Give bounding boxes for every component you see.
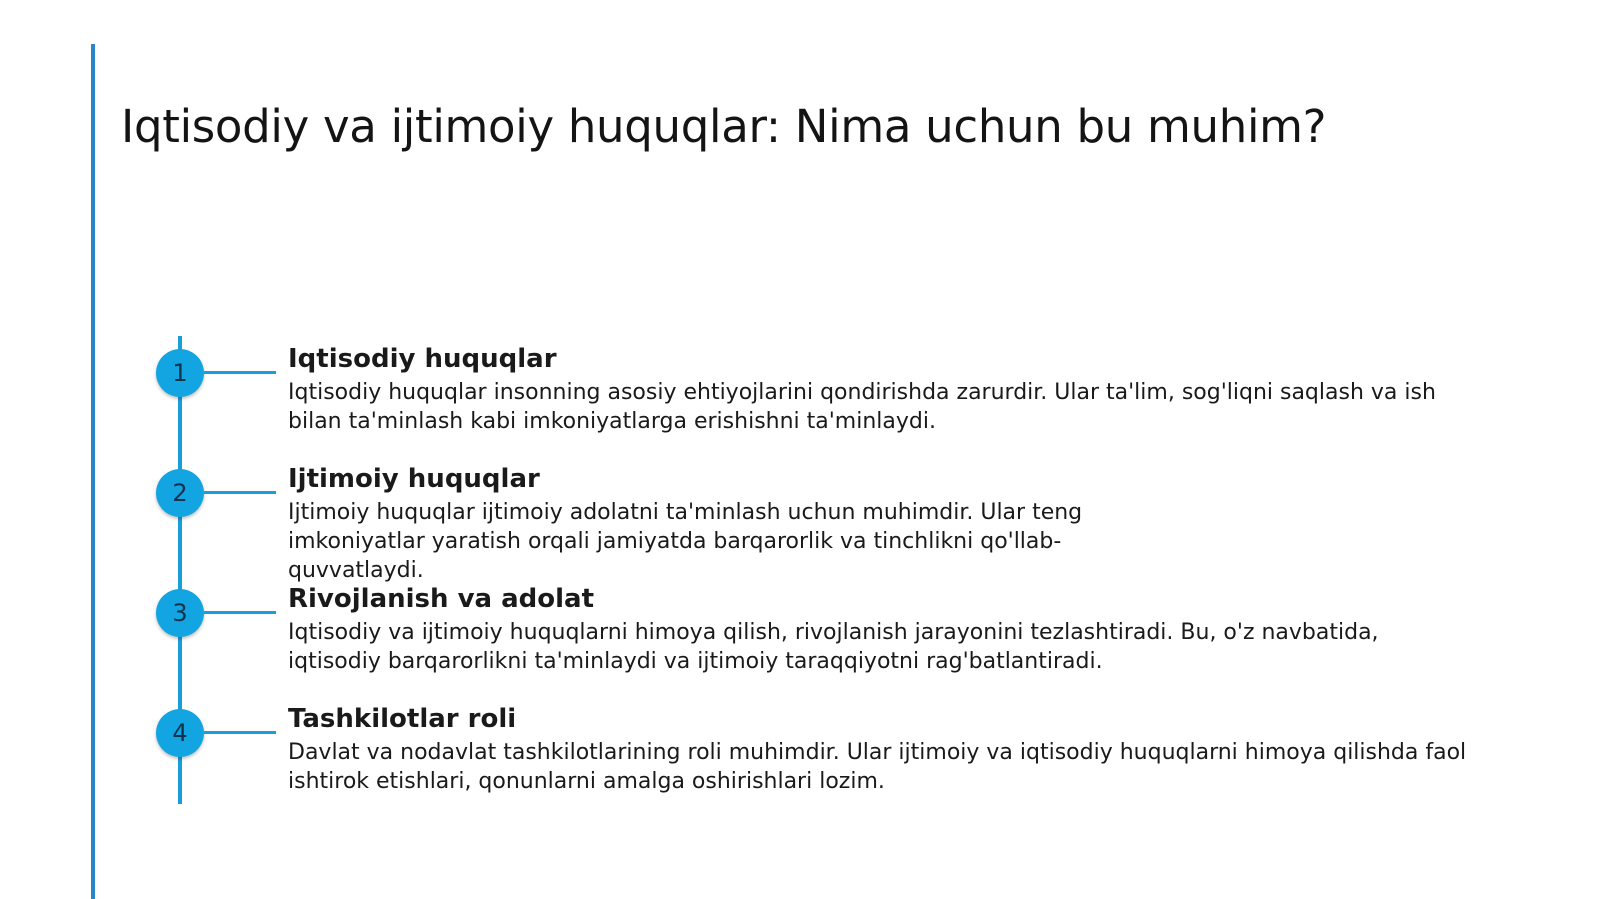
step-3-content — [288, 582, 1468, 676]
left-accent-rule — [91, 44, 95, 899]
step-2-content — [288, 462, 1468, 585]
step-4-body: Davlat va nodavlat tashkilotlarining roli muhimdir. Ular ijtimoiy va iqtisodiy huquqlarni himoya qilishda faol ishtirok etishlari, qonunlarni amalga oshirishlari lozim. — [288, 740, 1467, 794]
step-1-heading: Iqtisodiy huquqlar — [288, 344, 557, 374]
step-4-connector — [204, 731, 276, 734]
step-2-body: Ijtimoiy huquqlar ijtimoiy adolatni ta'minlash uchun muhimdir. Ular teng imkoniyatlar yaratish orqali jamiyatda barqarorlik va tinchlikni qo'llab-quvvatlaydi. — [288, 500, 1083, 583]
step-3-number-badge: 3 — [156, 589, 204, 637]
step-4-content — [288, 702, 1468, 796]
step-1-body: Iqtisodiy huquqlar insonning asosiy ehtiyojlarini qondirishda zarurdir. Ular ta'lim, sog'liqni saqlash va ish bilan ta'minlash kabi imkoniyatlarga erishishni ta'minlaydi. — [288, 380, 1436, 434]
step-2-connector — [204, 491, 276, 494]
slide-title: Iqtisodiy va ijtimoiy huquqlar: Nima uchun bu muhim? — [121, 100, 1327, 153]
step-1-connector — [204, 371, 276, 374]
step-1-content — [288, 342, 1468, 436]
step-3-heading: Rivojlanish va adolat — [288, 584, 595, 614]
step-4-number-badge: 4 — [156, 709, 204, 757]
step-4-heading: Tashkilotlar roli — [288, 704, 517, 734]
step-2-number-badge: 2 — [156, 469, 204, 517]
step-3-connector — [204, 611, 276, 614]
step-3-body: Iqtisodiy va ijtimoiy huquqlarni himoya qilish, rivojlanish jarayonini tezlashtiradi. Bu, o'z navbatida, iqtisodiy barqarorlikni ta'minlaydi va ijtimoiy taraqqiyotni rag'batlantiradi. — [288, 620, 1379, 674]
step-2-heading: Ijtimoiy huquqlar — [288, 464, 540, 494]
step-1-number-badge: 1 — [156, 349, 204, 397]
